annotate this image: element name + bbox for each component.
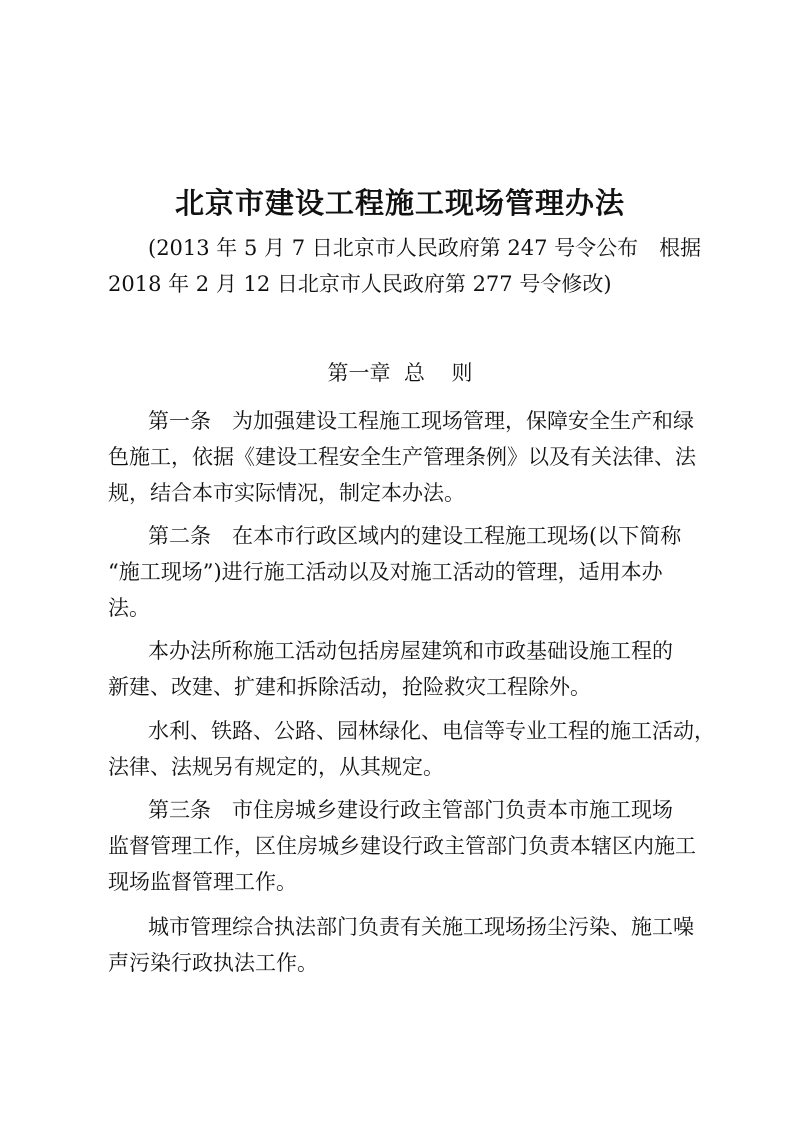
paragraph-line: 色施工，依据《建设工程安全生产管理条例》以及有关法律、法 — [108, 445, 696, 469]
article-3-paragraph — [108, 792, 698, 900]
paragraph-line: 新建、改建、扩建和拆除活动，抢险救灾工程除外。 — [108, 675, 591, 699]
paragraph-line: 本办法所称施工活动包括房屋建筑和市政基础设施工程的 — [148, 639, 673, 663]
paragraph-line: 规，结合本市实际情况，制定本办法。 — [108, 481, 465, 505]
article-1-paragraph — [108, 403, 698, 511]
paragraph-line: 第二条 在本市行政区域内的建设工程施工现场(以下简称 — [148, 524, 682, 548]
paragraph-line: 现场监督管理工作。 — [108, 870, 297, 894]
paragraph-line: 法。 — [108, 596, 150, 620]
paragraph-line: 法律、法规另有规定的，从其规定。 — [108, 755, 444, 779]
article-2-paragraph-2 — [108, 633, 698, 705]
paragraph-line: 城市管理综合执法部门负责有关施工现场扬尘污染、施工噪 — [148, 915, 694, 939]
paragraph-line: 第三条 市住房城乡建设行政主管部门负责本市施工现场 — [148, 798, 673, 822]
paragraph-line: 水利、铁路、公路、园林绿化、电信等专业工程的施工活动， — [148, 719, 715, 743]
paragraph-line: “施工现场”)进行施工活动以及对施工活动的管理，适用本办 — [108, 560, 663, 584]
promulgation-note-line-2: 2018 年 2 月 12 日北京市人民政府第 277 号令修改) — [108, 272, 612, 296]
article-3-paragraph-2 — [108, 909, 698, 981]
article-2-paragraph-3 — [108, 713, 715, 785]
paragraph-line: 声污染行政执法工作。 — [108, 951, 318, 975]
paragraph-line: 监督管理工作，区住房城乡建设行政主管部门负责本辖区内施工 — [108, 834, 696, 858]
promulgation-note-line-1: (2013 年 5 月 7 日北京市人民政府第 247 号令公布 根据 — [148, 236, 702, 260]
paragraph-line: 第一条 为加强建设工程施工现场管理，保障安全生产和绿 — [148, 409, 694, 433]
article-2-paragraph — [108, 518, 698, 626]
chapter-heading: 第一章 总 则 — [327, 361, 473, 385]
document-title: 北京市建设工程施工现场管理办法 — [174, 186, 625, 220]
